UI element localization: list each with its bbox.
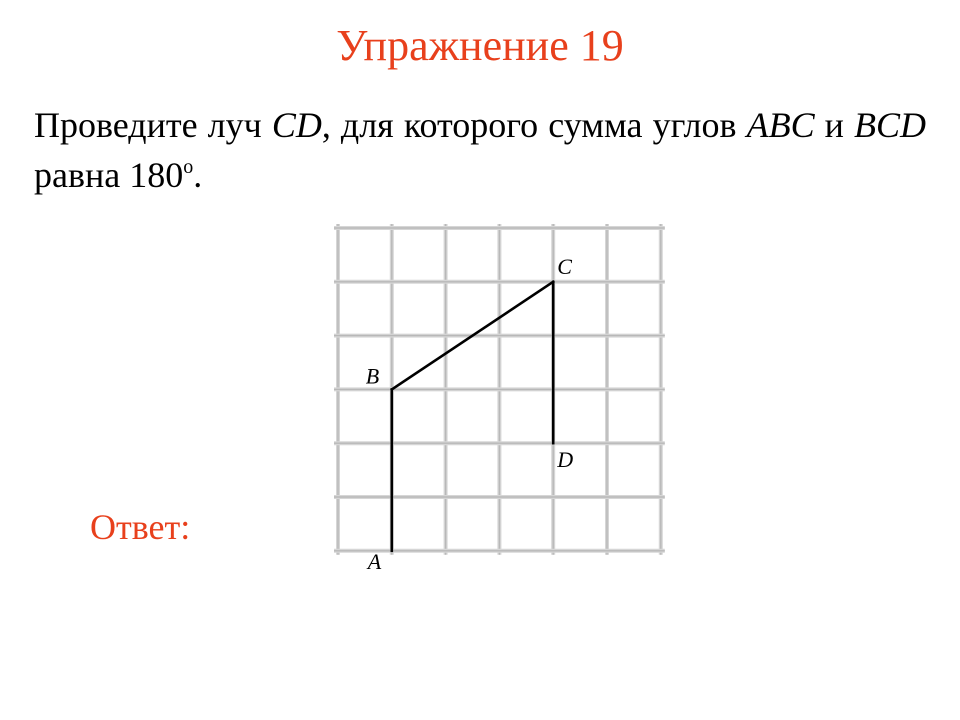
point-label-a: A: [367, 548, 382, 574]
ray-name: CD: [271, 105, 322, 145]
page-title: Упражнение 19: [336, 21, 624, 70]
point-labels: [366, 254, 573, 574]
task-part-3: и: [814, 105, 855, 145]
answer-label: Ответ:: [90, 507, 191, 547]
angle-2-name: BCD: [854, 105, 927, 145]
degree-sign: o: [183, 156, 194, 178]
task-part-5: .: [193, 155, 203, 195]
task-text: [34, 100, 926, 200]
grid-diagram: [330, 218, 670, 574]
point-label-c: C: [557, 253, 572, 279]
task-part-1: Проведите луч: [34, 105, 272, 145]
task-part-4: равна 180: [34, 155, 184, 195]
task-part-2: , для которого сумма углов: [321, 105, 747, 145]
grid-lines: [334, 224, 665, 555]
angle-1-name: ABC: [746, 105, 815, 145]
point-label-b: B: [365, 363, 380, 389]
segments: [392, 282, 553, 551]
point-label-d: D: [557, 447, 574, 473]
